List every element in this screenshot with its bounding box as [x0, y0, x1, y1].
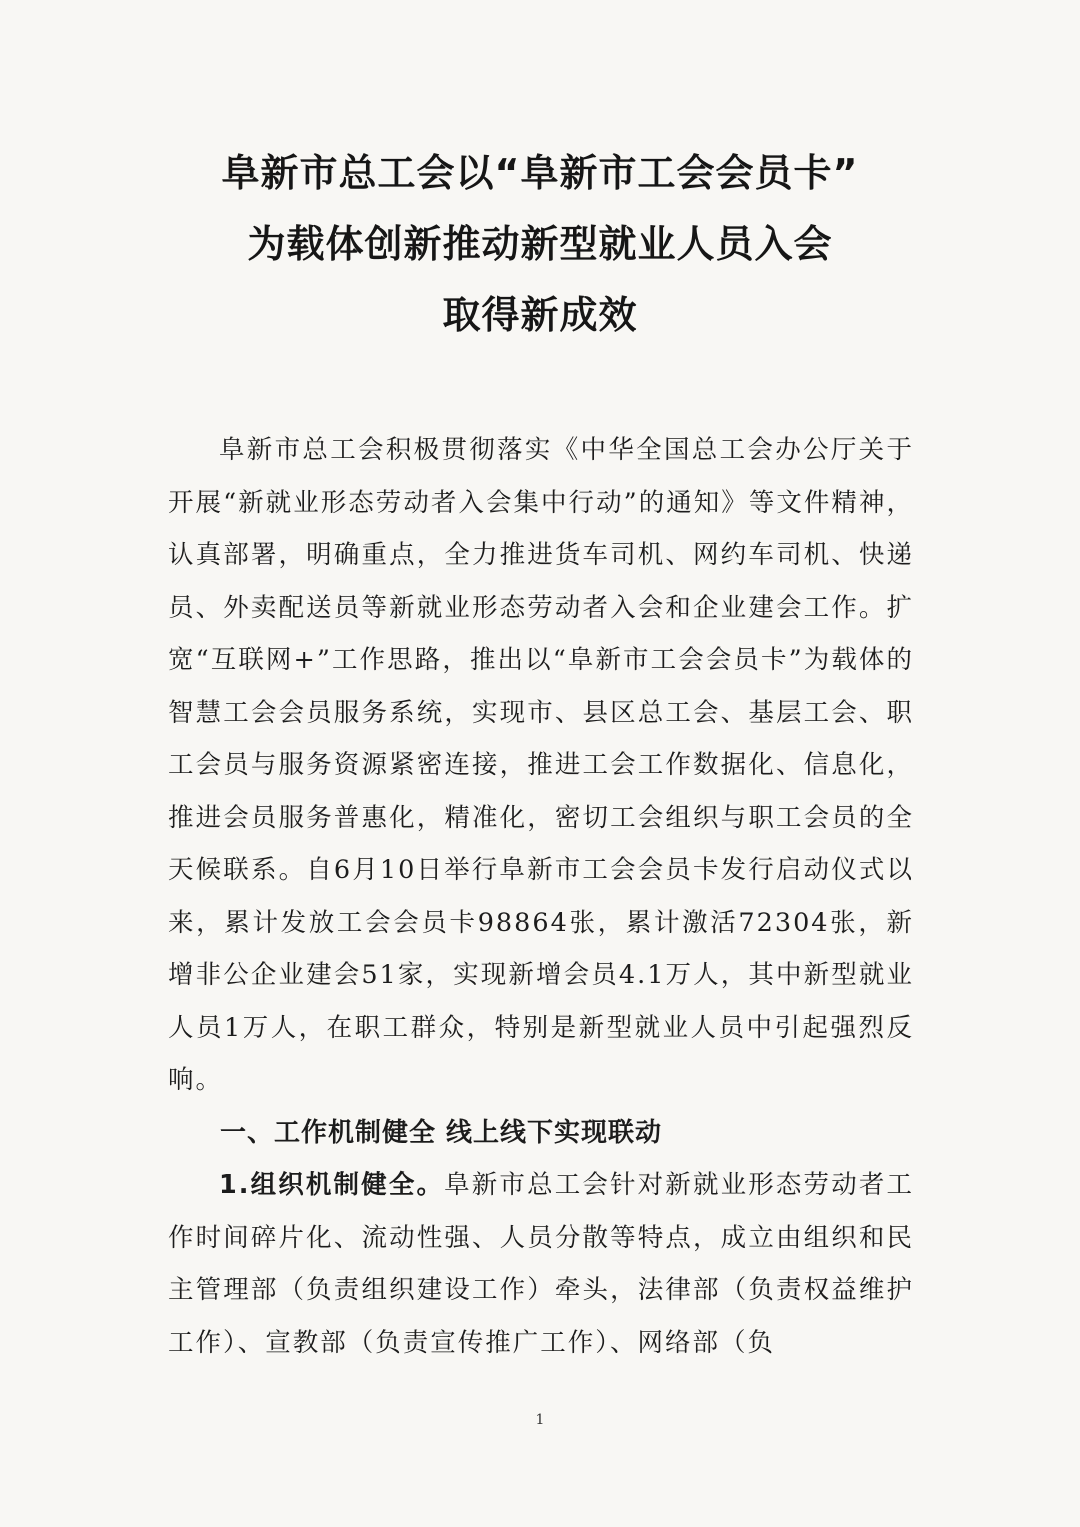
paragraph-organization	[168, 1159, 914, 1369]
paragraph-intro: 阜新市总工会积极贯彻落实《中华全国总工会办公厅关于开展“新就业形态劳动者入会集中行动”的通知》等文件精神，认真部署，明确重点，全力推进货车司机、网约车司机、快递员、外卖配送员等新就业形态劳动者入会和企业建会工作。扩宽“互联网+”工作思路，推出以“阜新市工会会员卡”为载体的智慧工会会员服务系统，实现市、县区总工会、基层工会、职工会员与服务资源紧密连接，推进工会工作数据化、信息化，推进会员服务普惠化，精准化，密切工会组织与职工会员的全天候联系。自6月10日举行阜新市工会会员卡发行启动仪式以来，累计发放工会会员卡98864张，累计激活72304张，新增非公企业建会51家，实现新增会员4.1万人，其中新型就业人员1万人，在职工群众，特别是新型就业人员中引起强烈反响。	[168, 435, 914, 1095]
document-body	[168, 424, 914, 1369]
paragraph-text: 阜新市总工会针对新就业形态劳动者工作时间碎片化、流动性强、人员分散等特点，成立由组织和民主管理部（负责组织建设工作）牵头，法律部（负责权益维护工作）、宣教部（负责宣传推广工作）、网络部（负	[168, 1170, 914, 1358]
title-line-2: 为载体创新推动新型就业人员入会	[247, 222, 833, 266]
section-heading: 一、工作机制健全 线上线下实现联动	[220, 1117, 663, 1148]
page-number: 1	[535, 1412, 545, 1428]
document-title	[120, 138, 960, 351]
title-line-3: 取得新成效	[442, 293, 638, 337]
title-line-1: 阜新市总工会以“阜新市工会会员卡”	[221, 151, 859, 195]
paragraph-lead: 1.组织机制健全。	[219, 1170, 445, 1200]
